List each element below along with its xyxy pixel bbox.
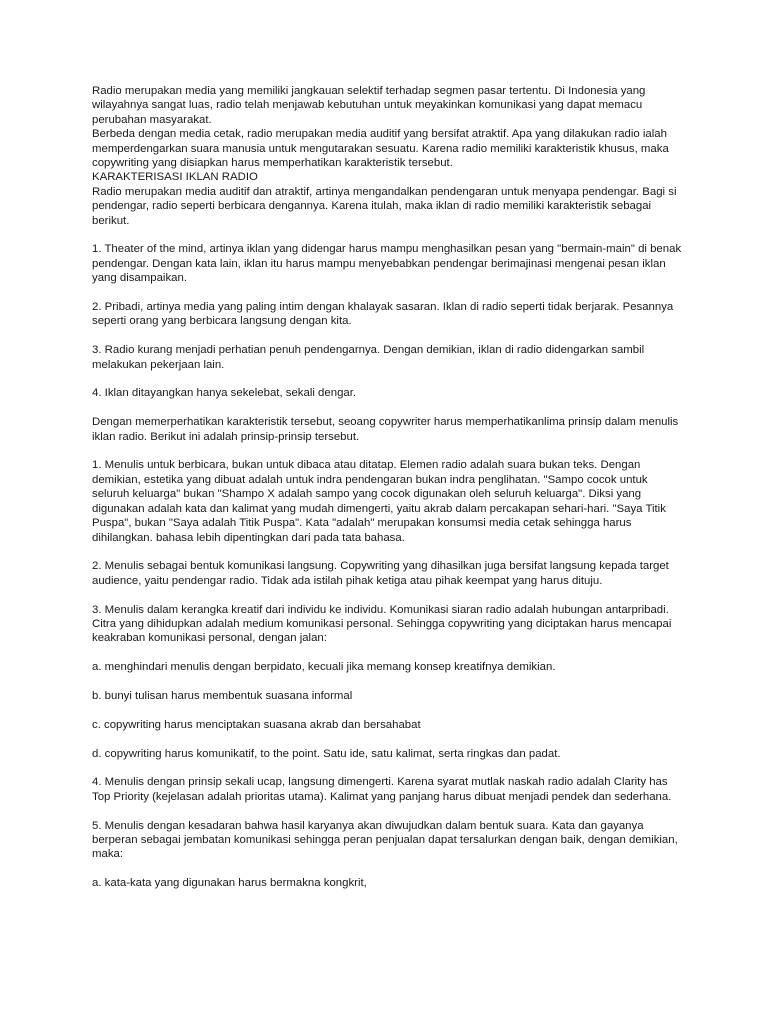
characteristic-item-3: 3. Radio kurang menjadi perhatian penuh pendengarnya. Dengan demikian, iklan di radio didengarkan sambil melakukan pekerjaan lain. bbox=[92, 344, 645, 371]
spacer bbox=[92, 401, 682, 415]
spacer bbox=[92, 732, 682, 746]
spacer bbox=[92, 228, 682, 242]
spacer bbox=[92, 444, 682, 458]
paragraph-intro-2: Berbeda dengan media cetak, radio merupakan media auditif yang bersifat atraktif. Apa yang dilakukan radio ialah memperdengarkan suara manusia untuk mengutarakan sesuatu. Karena radio memiliki karakteristik khusus, maka copywriting yang disiapkan harus memperhatikan karakteristik tersebut. bbox=[92, 128, 669, 170]
spacer bbox=[92, 675, 682, 689]
paragraph-principles-intro: Dengan memerperhatikan karakteristik tersebut, seoang copywriter harus memperhatikanlima prinsip dalam menulis iklan radio. Berikut ini adalah prinsip-prinsip tersebut. bbox=[92, 416, 679, 443]
spacer bbox=[92, 588, 682, 602]
principle-item-4: 4. Menulis dengan prinsip sekali ucap, langsung dimengerti. Karena syarat mutlak naskah radio adalah Clarity has Top Priority (kejelasan adalah prioritas utama). Kalimat yang panjang harus dibuat menjadi pendek dan sederhana. bbox=[92, 776, 672, 803]
paragraph-intro-1: Radio merupakan media yang memiliki jangkauan selektif terhadap segmen pasar tertentu. Di Indonesia yang wilayahnya sangat luas, radio telah menjawab kebutuhan untuk meyakinkan komunikasi yang dapat memacu perubahan masyarakat. bbox=[92, 85, 646, 126]
characteristic-item-1: 1. Theater of the mind, artinya iklan yang didengar harus mampu menghasilkan pesan yang "bermain-main" di benak pendengar. Dengan kata lain, iklan itu harus mampu menyebabkan pendengar berimajinasi mengenai pesan iklan yang disampaikan. bbox=[92, 243, 682, 285]
characteristic-item-4: 4. Iklan ditayangkan hanya sekelebat, sekali dengar. bbox=[92, 387, 357, 400]
sub-item-a-2: a. kata-kata yang digunakan harus bermakna kongkrit, bbox=[92, 877, 367, 890]
principle-item-2: 2. Menulis sebagai bentuk komunikasi langsung. Copywriting yang dihasilkan juga bersifat langsung kepada target audience, yaitu pendengar radio. Tidak ada istilah pihak ketiga atau pihak keempat yang harus dituju. bbox=[92, 560, 669, 587]
paragraph-characteristics-intro: Radio merupakan media auditif dan atraktif, artinya mengandalkan pendengaran untuk menyapa pendengar. Bagi si pendengar, radio seperti berbicara dengannya. Karena itulah, maka iklan di radio memiliki karakteristik sebagai berikut. bbox=[92, 185, 677, 227]
principle-item-1: 1. Menulis untuk berbicara, bukan untuk dibaca atau ditatap. Elemen radio adalah suara bukan teks. Dengan demikian, estetika yang dibuat adalah untuk indra pendengaran bukan indra penglihatan. "Sampo cocok untuk seluruh keluarga" bukan "Shampo X adalah sampo yang cocok digunakan oleh seluruh keluarga". Diksi yang digunakan adalah kata dan kalimat yang mudah dimengerti, yaitu akrab dalam percakapan sehari-hari. "Saya Titik Puspa", bukan "Saya adalah Titik Puspa". Kata "adalah" merupakan konsumsi media cetak sehingga harus dihilangkan. bahasa lebih dipentingkan dari pada tata bahasa. bbox=[92, 459, 666, 544]
spacer bbox=[92, 703, 682, 717]
spacer bbox=[92, 804, 682, 818]
sub-item-a: a. menghindari menulis dengan berpidato, kecuali jika memang konsep kreatifnya demikian. bbox=[92, 661, 556, 674]
section-heading: KARAKTERISASI IKLAN RADIO bbox=[92, 171, 258, 184]
principle-item-3: 3. Menulis dalam kerangka kreatif dari individu ke individu. Komunikasi siaran radio adalah hubungan antarpribadi. Citra yang dihidupkan adalah medium komunikasi personal. Sehingga copywriting yang diciptakan harus mencapai keakraban komunikasi personal, dengan jalan: bbox=[92, 603, 672, 645]
spacer bbox=[92, 286, 682, 300]
spacer bbox=[92, 862, 682, 876]
spacer bbox=[92, 329, 682, 343]
sub-item-b: b. bunyi tulisan harus membentuk suasana informal bbox=[92, 689, 353, 702]
spacer bbox=[92, 646, 682, 660]
spacer bbox=[92, 372, 682, 386]
principle-item-5: 5. Menulis dengan kesadaran bahwa hasil karyanya akan diwujudkan dalam bentuk suara. Kata dan gayanya berperan sebagai jembatan komunikasi sehingga peran penjualan dapat tersalurkan dengan baik, dengan demikian, maka: bbox=[92, 819, 678, 861]
sub-item-d: d. copywriting harus komunikatif, to the point. Satu ide, satu kalimat, serta ringkas dan padat. bbox=[92, 747, 561, 760]
spacer bbox=[92, 545, 682, 559]
sub-item-c: c. copywriting harus menciptakan suasana akrab dan bersahabat bbox=[92, 718, 421, 731]
characteristic-item-2: 2. Pribadi, artinya media yang paling intim dengan khalayak sasaran. Iklan di radio seperti tidak berjarak. Pesannya seperti orang yang berbicara langsung dengan kita. bbox=[92, 301, 674, 328]
spacer bbox=[92, 761, 682, 775]
document-page bbox=[92, 84, 682, 891]
